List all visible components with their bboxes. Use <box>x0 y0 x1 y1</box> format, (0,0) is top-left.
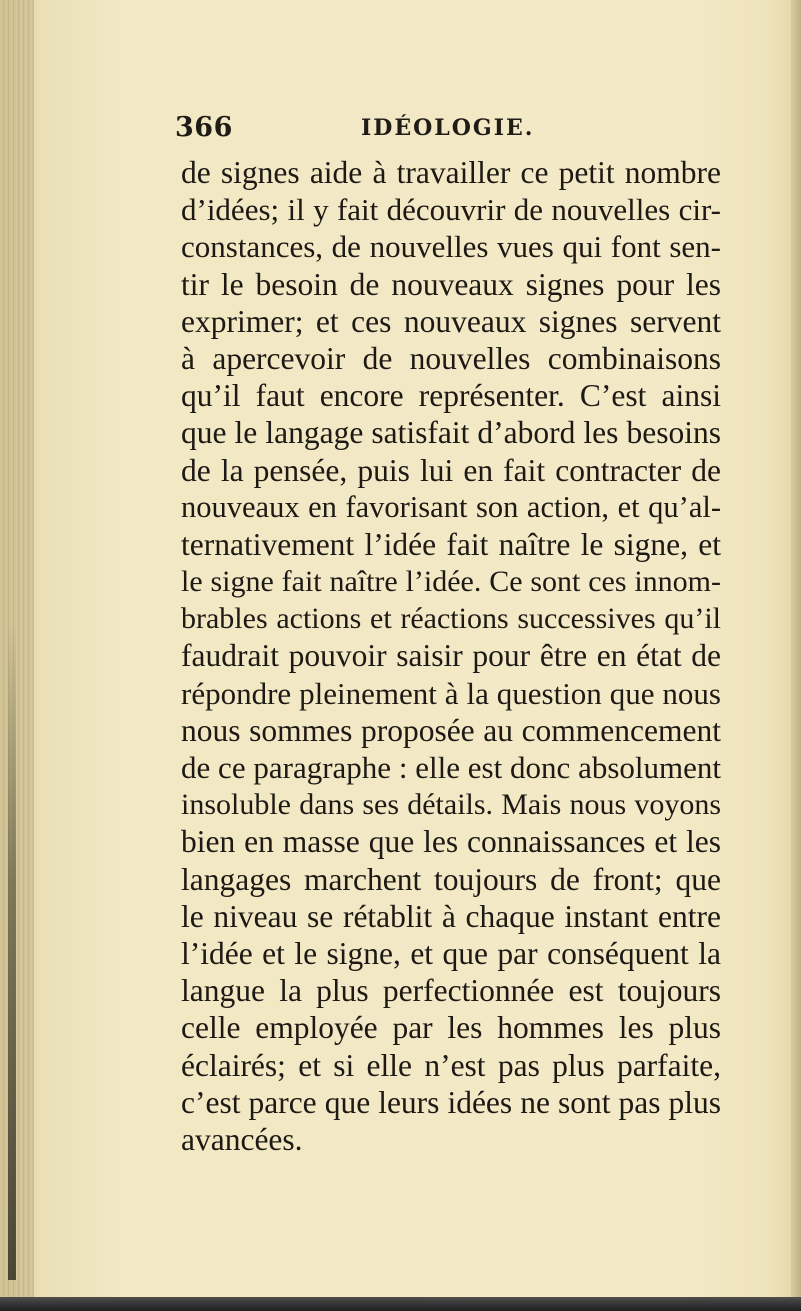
text-line: insoluble dans ses détails. Mais nous voyons <box>181 788 721 822</box>
text-line: nous sommes proposée au commencement <box>181 712 721 748</box>
text-line: à apercevoir de nouvelles combinaisons <box>181 340 721 376</box>
text-line: tir le besoin de nouveaux signes pour les <box>181 266 721 302</box>
body-paragraph <box>181 154 721 1158</box>
text-line: le niveau se rétablit à chaque instant entre <box>181 898 721 934</box>
text-line: de signes aide à travailler ce petit nombre <box>181 155 721 190</box>
page-bottom-edge <box>0 1297 801 1311</box>
text-line: brables actions et réactions successives qu’il <box>181 602 721 636</box>
running-head-title: IDÉOLOGIE. <box>361 115 535 141</box>
text-line: langages marchent toujours de front; que <box>181 861 721 897</box>
text-line: celle employée par les hommes les plus <box>181 1010 721 1046</box>
text-line: de ce paragraphe : elle est donc absolument <box>181 750 721 785</box>
text-line: éclairés; et si elle n’est pas plus parfaite, <box>181 1047 721 1083</box>
page-gutter-shadow <box>0 0 34 1311</box>
page-right-edge <box>791 0 801 1311</box>
binding-shadow <box>8 620 16 1280</box>
text-line: langue la plus perfectionnée est toujours <box>181 973 721 1009</box>
text-line: ternativement l’idée fait naître le signe, et <box>181 526 721 562</box>
text-line-last: avancées. <box>181 1121 303 1157</box>
text-line: faudrait pouvoir saisir pour être en état de <box>181 638 721 674</box>
page-number: 366 <box>175 112 233 143</box>
text-line: de la pensée, puis lui en fait contracter de <box>181 452 721 488</box>
text-line: l’idée et le signe, et que par conséquent la <box>181 935 721 971</box>
text-line: que le langage satisfait d’abord les besoins <box>181 415 721 451</box>
text-line: bien en masse que les connaissances et les <box>181 824 721 860</box>
text-line: exprimer; et ces nouveaux signes servent <box>181 303 721 339</box>
text-line: c’est parce que leurs idées ne sont pas plus <box>181 1084 721 1120</box>
text-line: d’idées; il y fait découvrir de nouvelles cir- <box>181 192 721 228</box>
running-head <box>175 112 735 146</box>
text-line: nouveaux en favorisant son action, et qu’al- <box>181 489 721 524</box>
text-line: répondre pleinement à la question que nous <box>181 675 721 711</box>
text-line: le signe fait naître l’idée. Ce sont ces innom- <box>181 565 721 599</box>
text-line: constances, de nouvelles vues qui font sen- <box>181 229 721 265</box>
text-line: qu’il faut encore représenter. C’est ainsi <box>181 378 721 414</box>
